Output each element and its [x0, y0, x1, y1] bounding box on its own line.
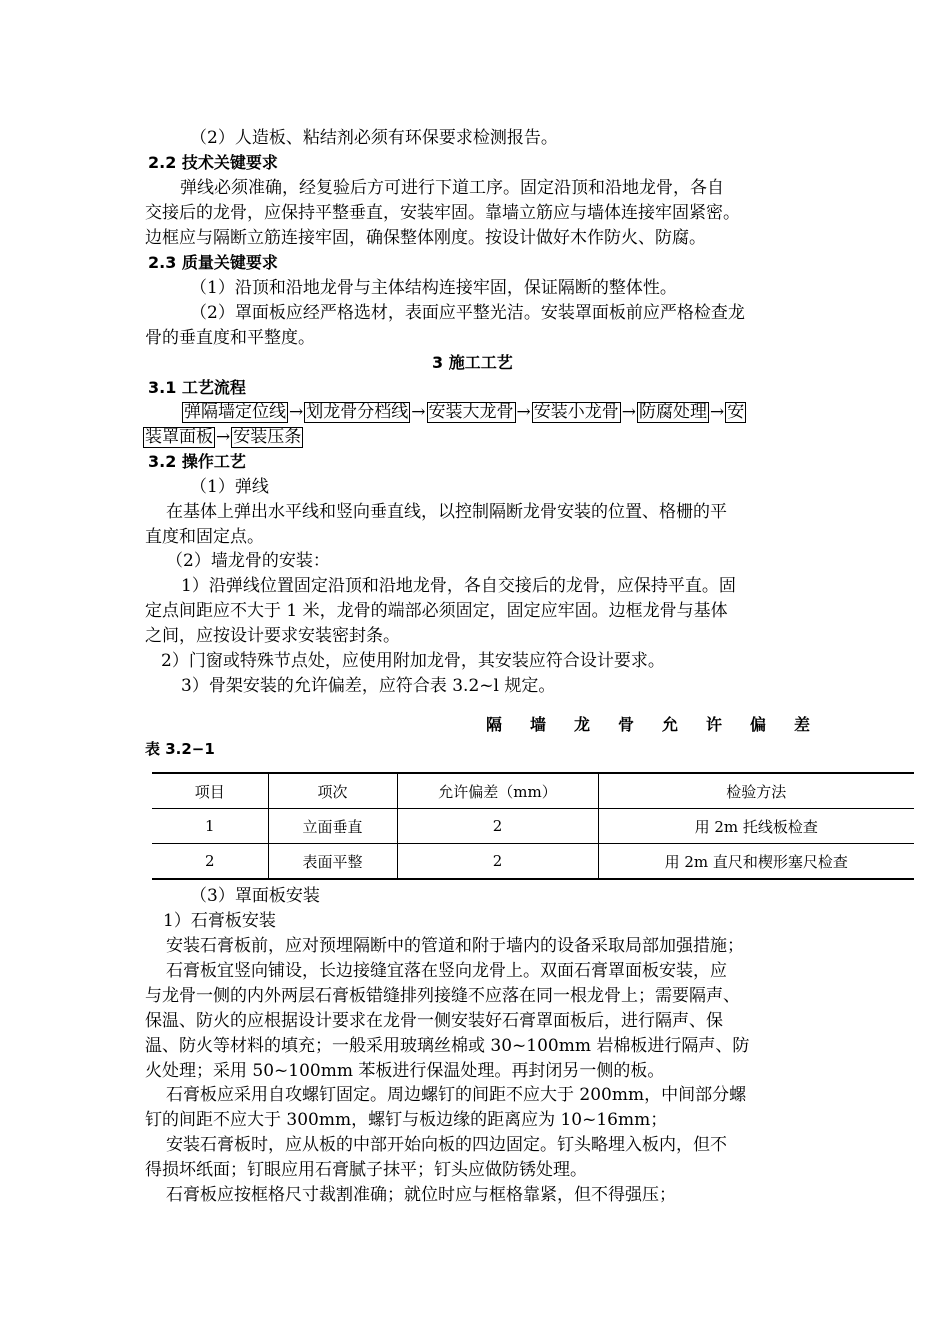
paragraph: 安装石膏板前，应对预埋隔断中的管道和附于墙内的设备采取局部加强措施；: [166, 936, 744, 956]
paragraph: 1）石膏板安装: [163, 911, 276, 931]
arrow-icon: →: [411, 402, 426, 422]
table-cell: 2: [397, 844, 598, 880]
table-title: 隔墙龙骨允许偏差: [486, 715, 839, 734]
table-row: [152, 809, 914, 844]
allowable-deviation-table: [152, 772, 914, 880]
flow-step: 弹隔墙定位线: [184, 402, 286, 422]
paragraph-line: 直度和固定点。: [145, 527, 264, 547]
paragraph-line: 之间，应按设计要求安装密封条。: [145, 626, 400, 646]
arrow-icon: →: [621, 402, 636, 422]
table-cell: 表面平整: [268, 844, 397, 880]
column-header: 允许偏差（mm）: [397, 773, 598, 809]
section-heading-3-2: 3.2 操作工艺: [148, 452, 246, 471]
paragraph-line: 石膏板宜竖向铺设，长边接缝宜落在竖向龙骨上。双面石膏罩面板安装，应: [166, 961, 727, 981]
flow-step: 安装大龙骨: [428, 402, 514, 422]
flow-step: 安: [727, 402, 745, 422]
flow-step: 装罩面板: [145, 427, 213, 447]
section-heading-3-1: 3.1 工艺流程: [148, 378, 246, 397]
paragraph-line: 弹线必须准确，经复验后方可进行下道工序。固定沿顶和沿地龙骨，各自: [180, 178, 724, 198]
paragraph: （1）弹线: [190, 477, 269, 497]
flow-step: 安装压条: [233, 427, 302, 447]
table-cell: 用 2m 直尺和楔形塞尺检查: [598, 844, 914, 880]
column-header: 检验方法: [598, 773, 914, 809]
arrow-icon: →: [289, 402, 304, 422]
table-cell: 2: [152, 844, 268, 880]
flow-step: 划龙骨分档线: [306, 402, 409, 422]
paragraph: 2）门窗或特殊节点处，应使用附加龙骨，其安装应符合设计要求。: [161, 651, 665, 671]
flow-step: 防腐处理: [639, 402, 707, 422]
paragraph-line: 与龙骨一侧的内外两层石膏板错缝排列接缝不应落在同一根龙骨上；需要隔声、: [145, 986, 740, 1006]
table-cell: 2: [397, 809, 598, 844]
table-cell: 立面垂直: [268, 809, 397, 844]
paragraph: 3）骨架安装的允许偏差，应符合表 3.2~l 规定。: [181, 676, 556, 696]
paragraph-line: 定点间距应不大于 1 米，龙骨的端部必须固定，固定应牢固。边框龙骨与基体: [145, 601, 728, 621]
process-flow-row-1: [182, 400, 746, 424]
paragraph-line: （2）罩面板应经严格选材，表面应平整光洁。安装罩面板前应严格检查龙: [190, 303, 745, 323]
paragraph: 石膏板应按框格尺寸裁割准确；就位时应与框格靠紧，但不得强压；: [166, 1185, 676, 1205]
paragraph-line: 骨的垂直度和平整度。: [145, 328, 315, 348]
paragraph-line: 温、防火等材料的填充；一般采用玻璃丝棉或 30~100mm 岩棉板进行隔声、防: [145, 1036, 750, 1056]
arrow-icon: →: [216, 427, 231, 447]
paragraph: （2）人造板、粘结剂必须有环保要求检测报告。: [190, 128, 558, 148]
table-header-row: [152, 773, 914, 809]
table-row: [152, 844, 914, 880]
column-header: 项次: [268, 773, 397, 809]
paragraph: （1）沿顶和沿地龙骨与主体结构连接牢固，保证隔断的整体性。: [190, 278, 677, 298]
paragraph: （2）墙龙骨的安装：: [166, 551, 330, 571]
table-number: 表 3.2−1: [145, 740, 215, 758]
paragraph-line: 交接后的龙骨，应保持平整垂直，安装牢固。靠墙立筋应与墙体连接牢固紧密。: [145, 203, 740, 223]
section-heading-2-3: 2.3 质量关键要求: [148, 253, 278, 272]
arrow-icon: →: [516, 402, 531, 422]
paragraph-line: 火处理；采用 50~100mm 苯板进行保温处理。再封闭另一侧的板。: [145, 1061, 665, 1081]
chapter-heading-3: 3 施工工艺: [432, 353, 513, 372]
flow-step: 安装小龙骨: [533, 402, 619, 422]
column-header: 项目: [152, 773, 268, 809]
paragraph-line: 安装石膏板时，应从板的中部开始向板的四边固定。钉头略埋入板内，但不: [166, 1135, 727, 1155]
paragraph-line: 在基体上弹出水平线和竖向垂直线，以控制隔断龙骨安装的位置、格栅的平: [166, 502, 727, 522]
table-cell: 用 2m 托线板检查: [598, 809, 914, 844]
paragraph-line: 得损坏纸面；钉眼应用石膏腻子抹平；钉头应做防锈处理。: [145, 1160, 587, 1180]
arrow-icon: →: [710, 402, 725, 422]
paragraph-line: 1）沿弹线位置固定沿顶和沿地龙骨，各自交接后的龙骨，应保持平直。固: [181, 576, 736, 596]
process-flow-row-2: [143, 425, 303, 449]
paragraph-line: 保温、防火的应根据设计要求在龙骨一侧安装好石膏罩面板后，进行隔声、保: [145, 1011, 723, 1031]
paragraph-line: 石膏板应采用自攻螺钉固定。周边螺钉的间距不应大于 200mm，中间部分螺: [166, 1085, 747, 1105]
table-cell: 1: [152, 809, 268, 844]
paragraph-line: 边框应与隔断立筋连接牢固，确保整体刚度。按设计做好木作防火、防腐。: [145, 228, 706, 248]
section-heading-2-2: 2.2 技术关键要求: [148, 153, 278, 172]
paragraph-line: 钉的间距不应大于 300mm，螺钉与板边缘的距离应为 10~16mm；: [145, 1110, 668, 1130]
paragraph: （3）罩面板安装: [190, 886, 320, 906]
